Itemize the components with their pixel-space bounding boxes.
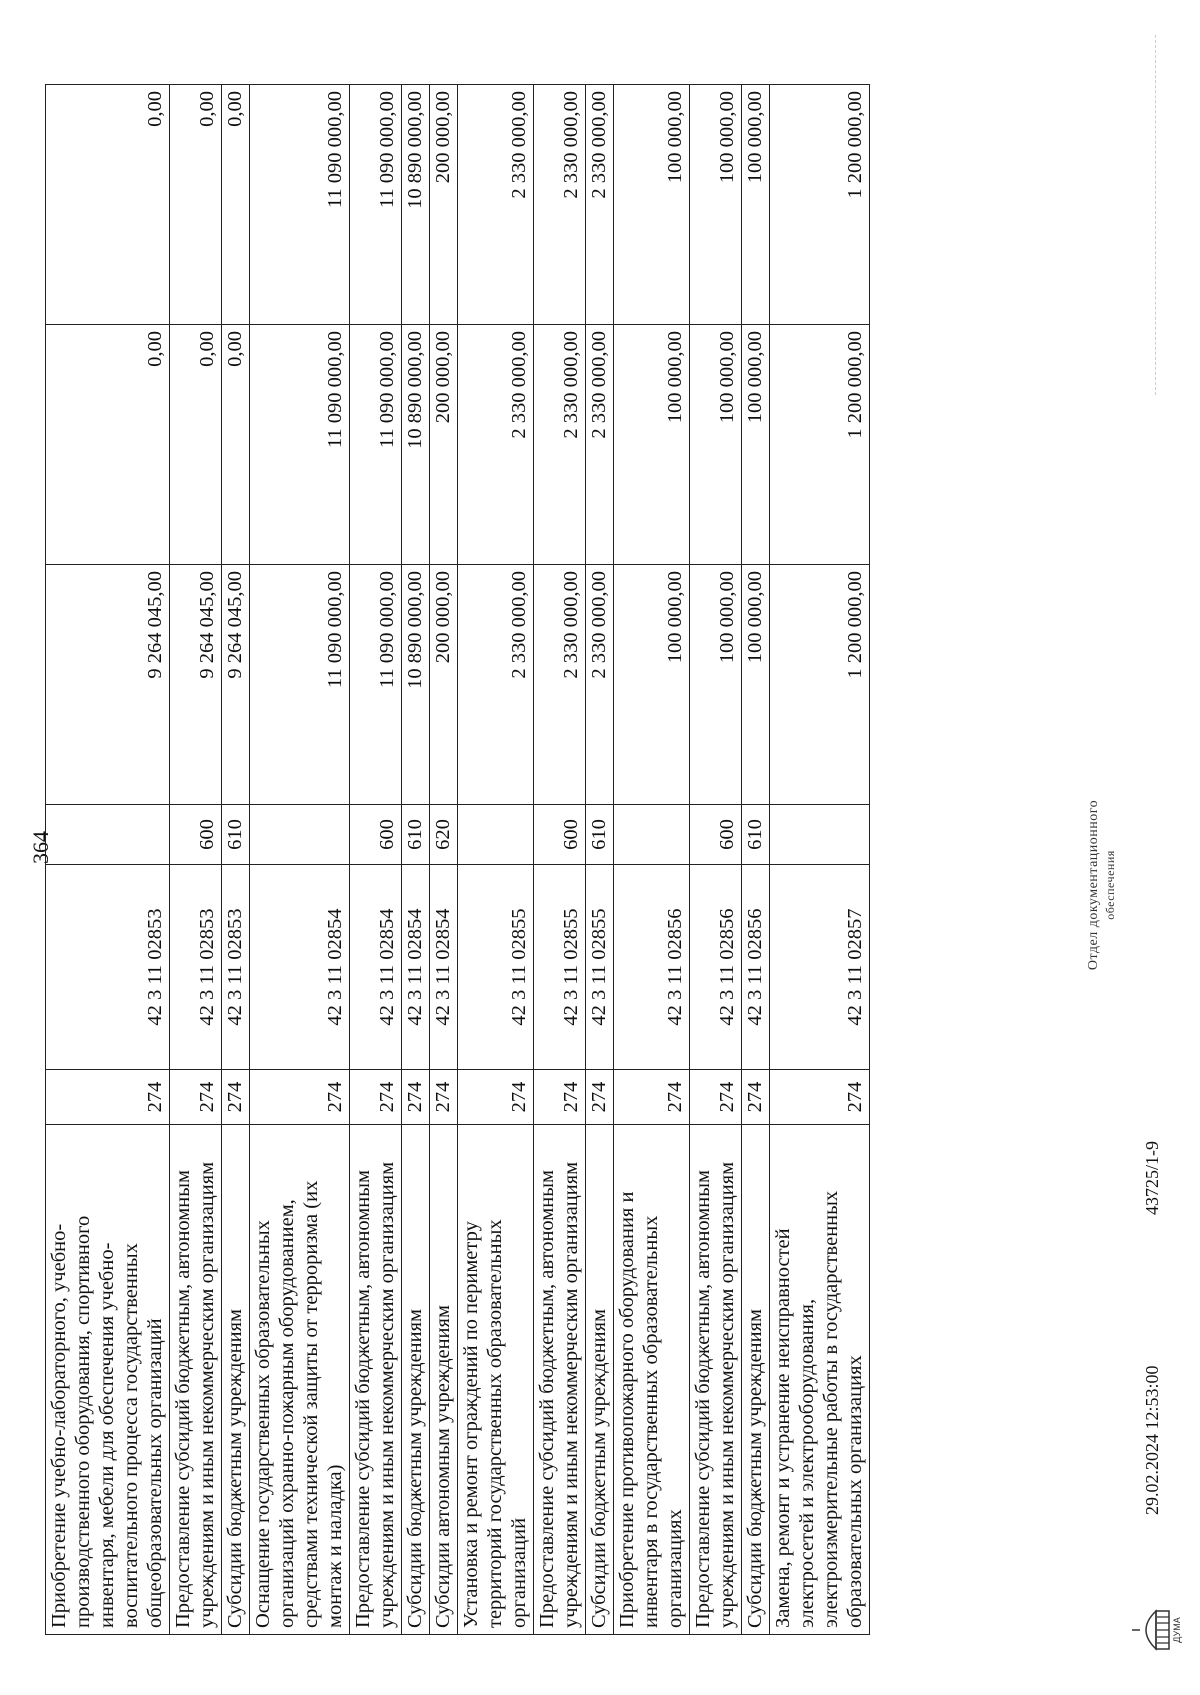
- cell-amount-2: 100 000,00: [742, 325, 770, 565]
- cell-target-article: 42 3 11 02855: [534, 865, 586, 1070]
- cell-amount-3: 200 000,00: [430, 85, 458, 325]
- cell-target-article: 42 3 11 02854: [350, 865, 402, 1070]
- row-name-line: учреждениям и иным некоммерческим организациям: [376, 1161, 398, 1628]
- table-row: [430, 85, 458, 1635]
- cell-amount-3: 100 000,00: [690, 85, 742, 325]
- row-name-line: Субсидии бюджетным учреждениям: [588, 1308, 610, 1628]
- cell-ministry-code: 274: [690, 1070, 742, 1125]
- budget-table: [45, 84, 870, 1635]
- cell-target-article: 42 3 11 02854: [430, 865, 458, 1070]
- cell-ministry-code: 274: [742, 1070, 770, 1125]
- cell-amount-1: 200 000,00: [430, 565, 458, 805]
- cell-expense-type: [250, 805, 350, 865]
- cell-amount-1: 2 330 000,00: [534, 565, 586, 805]
- row-name-line: электросетей и электрооборудования,: [796, 1298, 818, 1628]
- cell-amount-1: 9 264 045,00: [170, 565, 222, 805]
- row-name-line: Оснащение государственных образовательных: [252, 1220, 274, 1628]
- cell-expense-type: 620: [430, 805, 458, 865]
- cell-expense-type: 610: [402, 805, 430, 865]
- cell-amount-1: 2 330 000,00: [586, 565, 614, 805]
- scan-margin-mark: [1155, 35, 1156, 395]
- cell-ministry-code: 274: [222, 1070, 250, 1125]
- cell-amount-3: 2 330 000,00: [534, 85, 586, 325]
- cell-target-article: 42 3 11 02854: [250, 865, 350, 1070]
- cell-ministry-code: 274: [350, 1070, 402, 1125]
- cell-target-article: 42 3 11 02855: [586, 865, 614, 1070]
- cell-amount-2: 0,00: [170, 325, 222, 565]
- cell-ministry-code: 274: [170, 1070, 222, 1125]
- table-row: [586, 85, 614, 1635]
- row-name-line: общеобразовательных организаций: [144, 1318, 166, 1628]
- office-stamp: [1085, 755, 1119, 1015]
- row-name: [170, 1125, 222, 1635]
- cell-amount-2: 200 000,00: [430, 325, 458, 565]
- cell-amount-2: 2 330 000,00: [534, 325, 586, 565]
- row-name: [250, 1125, 350, 1635]
- row-name-line: Субсидии автономным учреждениям: [432, 1305, 454, 1628]
- cell-expense-type: [46, 805, 170, 865]
- cell-amount-3: 100 000,00: [614, 85, 690, 325]
- cell-target-article: 42 3 11 02857: [770, 865, 870, 1070]
- cell-ministry-code: 274: [458, 1070, 534, 1125]
- table-row: [250, 85, 350, 1635]
- cell-amount-2: 0,00: [222, 325, 250, 565]
- row-name-line: учреждениям и иным некоммерческим организациям: [196, 1161, 218, 1628]
- cell-amount-1: 100 000,00: [742, 565, 770, 805]
- cell-expense-type: [770, 805, 870, 865]
- row-name-line: Предоставление субсидий бюджетным, автономным: [536, 1170, 558, 1628]
- cell-target-article: 42 3 11 02853: [170, 865, 222, 1070]
- cell-amount-3: 10 890 000,00: [402, 85, 430, 325]
- footer-registration-number: 43725/1-9: [1142, 1141, 1162, 1215]
- table-row: [402, 85, 430, 1635]
- seal-text: ДУМА: [1172, 1617, 1182, 1643]
- cell-amount-3: 100 000,00: [742, 85, 770, 325]
- table-row: [534, 85, 586, 1635]
- row-name: [614, 1125, 690, 1635]
- cell-target-article: 42 3 11 02856: [690, 865, 742, 1070]
- cell-amount-3: 11 090 000,00: [350, 85, 402, 325]
- row-name-line: Предоставление субсидий бюджетным, автономным: [692, 1170, 714, 1628]
- table-row: [690, 85, 742, 1635]
- cell-ministry-code: 274: [770, 1070, 870, 1125]
- row-name-line: организациях: [664, 1509, 686, 1628]
- row-name-line: территорий государственных образовательных: [484, 1219, 506, 1628]
- cell-ministry-code: 274: [250, 1070, 350, 1125]
- cell-amount-1: 1 200 000,00: [770, 565, 870, 805]
- table-body: [46, 85, 870, 1635]
- row-name-line: электроизмерительные работы в государственных: [820, 1190, 842, 1628]
- row-name: [586, 1125, 614, 1635]
- cell-amount-3: 11 090 000,00: [250, 85, 350, 325]
- row-name-line: инвентаря в государственных образовательных: [640, 1215, 662, 1628]
- table-row: [458, 85, 534, 1635]
- cell-ministry-code: 274: [586, 1070, 614, 1125]
- cell-expense-type: 610: [586, 805, 614, 865]
- cell-ministry-code: 274: [430, 1070, 458, 1125]
- row-name-line: средствами технической защиты от терроризма (их: [300, 1180, 322, 1628]
- row-name-line: Приобретение учебно-лабораторного, учебно-: [48, 1223, 70, 1628]
- cell-expense-type: 610: [222, 805, 250, 865]
- row-name-line: организаций: [508, 1517, 530, 1628]
- cell-amount-1: 100 000,00: [614, 565, 690, 805]
- table-row: [770, 85, 870, 1635]
- cell-amount-3: 0,00: [46, 85, 170, 325]
- cell-ministry-code: 274: [46, 1070, 170, 1125]
- row-name: [402, 1125, 430, 1635]
- row-name-line: учреждениям и иным некоммерческим организациям: [716, 1161, 738, 1628]
- row-name-line: воспитательного процесса государственных: [120, 1243, 142, 1628]
- row-name: [430, 1125, 458, 1635]
- row-name-line: Субсидии бюджетным учреждениям: [744, 1308, 766, 1628]
- table-row: [350, 85, 402, 1635]
- cell-ministry-code: 274: [534, 1070, 586, 1125]
- row-name-line: организаций охранно-пожарным оборудованием,: [276, 1199, 298, 1628]
- cell-expense-type: 600: [170, 805, 222, 865]
- cell-amount-1: 11 090 000,00: [350, 565, 402, 805]
- cell-expense-type: 600: [690, 805, 742, 865]
- row-name: [742, 1125, 770, 1635]
- stamp-line-1: Отдел документационного: [1086, 799, 1101, 971]
- cell-amount-2: 11 090 000,00: [350, 325, 402, 565]
- cell-ministry-code: 274: [614, 1070, 690, 1125]
- cell-amount-3: 2 330 000,00: [458, 85, 534, 325]
- table-row: [46, 85, 170, 1635]
- cell-amount-2: 0,00: [46, 325, 170, 565]
- row-name: [534, 1125, 586, 1635]
- cell-amount-1: 9 264 045,00: [46, 565, 170, 805]
- cell-amount-3: 1 200 000,00: [770, 85, 870, 325]
- cell-amount-2: 11 090 000,00: [250, 325, 350, 565]
- cell-target-article: 42 3 11 02853: [46, 865, 170, 1070]
- cell-amount-2: 100 000,00: [690, 325, 742, 565]
- cell-target-article: 42 3 11 02855: [458, 865, 534, 1070]
- cell-expense-type: 600: [534, 805, 586, 865]
- cell-target-article: 42 3 11 02853: [222, 865, 250, 1070]
- cell-expense-type: 610: [742, 805, 770, 865]
- row-name-line: производственного оборудования, спортивного: [72, 1215, 94, 1628]
- row-name-line: Установка и ремонт ограждений по периметру: [460, 1221, 482, 1628]
- cell-ministry-code: 274: [402, 1070, 430, 1125]
- cell-target-article: 42 3 11 02856: [742, 865, 770, 1070]
- row-name: [222, 1125, 250, 1635]
- row-name-line: образовательных организациях: [844, 1355, 866, 1628]
- cell-amount-1: 9 264 045,00: [222, 565, 250, 805]
- cell-amount-1: 100 000,00: [690, 565, 742, 805]
- row-name-line: Предоставление субсидий бюджетным, автономным: [172, 1170, 194, 1628]
- cell-expense-type: [458, 805, 534, 865]
- row-name-line: Субсидии бюджетным учреждениям: [224, 1308, 246, 1628]
- stamp-line-2: обеспечения: [1103, 850, 1117, 920]
- table-row: [614, 85, 690, 1635]
- row-name: [770, 1125, 870, 1635]
- row-name: [690, 1125, 742, 1635]
- row-name: [458, 1125, 534, 1635]
- row-name-line: инвентаря, мебели для обеспечения учебно-: [96, 1242, 118, 1628]
- cell-amount-2: 1 200 000,00: [770, 325, 870, 565]
- cell-target-article: 42 3 11 02854: [402, 865, 430, 1070]
- cell-amount-2: 2 330 000,00: [586, 325, 614, 565]
- row-name-line: монтаж и наладка): [324, 1464, 346, 1628]
- cell-amount-1: 2 330 000,00: [458, 565, 534, 805]
- cell-amount-2: 2 330 000,00: [458, 325, 534, 565]
- cell-amount-3: 0,00: [170, 85, 222, 325]
- table-row: [170, 85, 222, 1635]
- row-name: [46, 1125, 170, 1635]
- cell-amount-2: 100 000,00: [614, 325, 690, 565]
- cell-amount-1: 10 890 000,00: [402, 565, 430, 805]
- footer-date: 29.02.2024 12:53:00: [1142, 1365, 1162, 1515]
- cell-target-article: 42 3 11 02856: [614, 865, 690, 1070]
- cell-expense-type: 600: [350, 805, 402, 865]
- table-row: [742, 85, 770, 1635]
- row-name-line: Приобретение противопожарного оборудования и: [616, 1191, 638, 1628]
- row-name-line: Замена, ремонт и устранение неисправностей: [772, 1228, 794, 1628]
- table-row: [222, 85, 250, 1635]
- page-number: 364: [28, 831, 53, 864]
- duma-building-icon: [1130, 1602, 1185, 1657]
- cell-amount-1: 11 090 000,00: [250, 565, 350, 805]
- row-name-line: Субсидии бюджетным учреждениям: [404, 1308, 426, 1628]
- cell-expense-type: [614, 805, 690, 865]
- row-name-line: учреждениям и иным некоммерческим организациям: [560, 1161, 582, 1628]
- cell-amount-2: 10 890 000,00: [402, 325, 430, 565]
- row-name-line: Предоставление субсидий бюджетным, автономным: [352, 1170, 374, 1628]
- row-name: [350, 1125, 402, 1635]
- cell-amount-3: 0,00: [222, 85, 250, 325]
- cell-amount-3: 2 330 000,00: [586, 85, 614, 325]
